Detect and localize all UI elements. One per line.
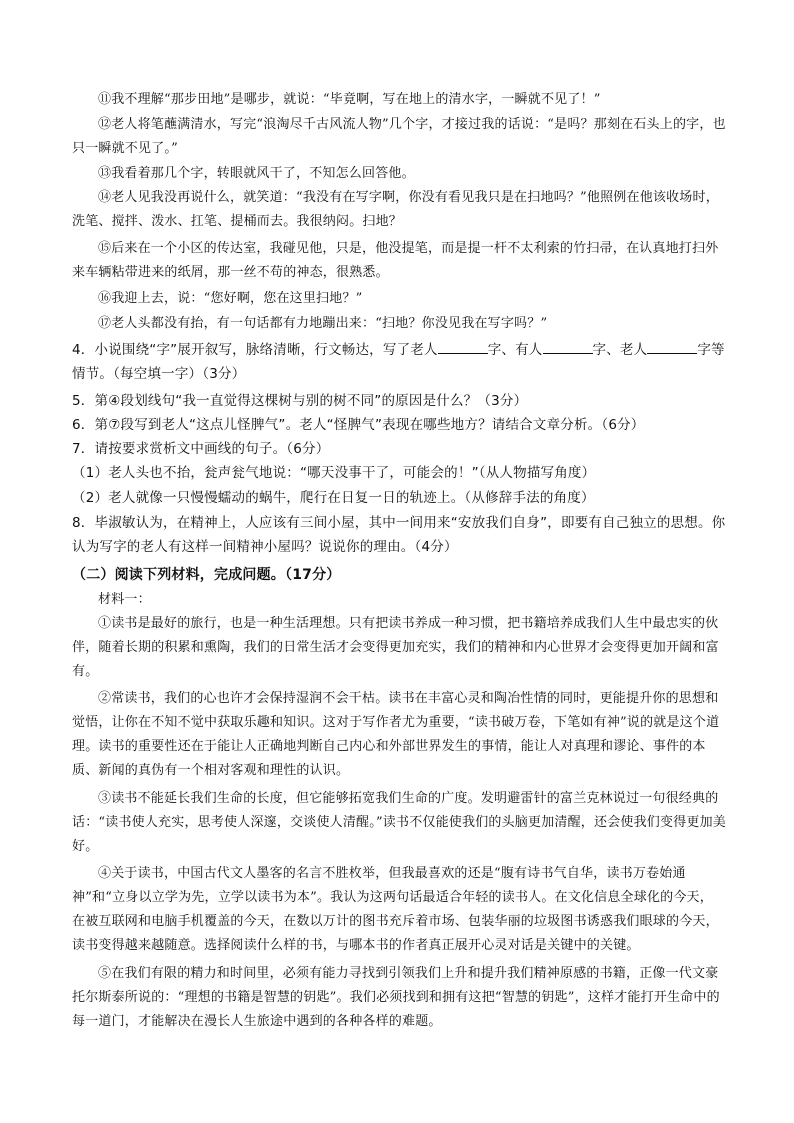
question-4-text-a: 4．小说围绕“字”展开叙写，脉络清晰，行文畅达，写了老人	[72, 342, 438, 358]
question-7-2: （2）老人就像一只慢慢蠕动的蜗牛，爬行在日复一日的轨迹上。（从修辞手法的角度）	[72, 490, 595, 506]
question-4-text-d: 字等情节。（每空填一字）（3分）	[72, 342, 725, 382]
material-paragraph-2: ②常读书，我们的心也许才会保持湿润不会干枯。读书在丰富心灵和陶冶性情的同时，更能提升你的思想和觉悟，让你在不知不觉中获取乐趣和知识。这对于写作者尤为重要，“读书破万卷，下笔如有神”说的就是这个道理。读书的重要性还在于能让人正确地判断自己内心和外部世界发生的事情，能让人对真理和谬论、事件的本质、新闻的真伪有一个相对客观和理性的认识。	[72, 691, 720, 778]
material-label: 材料一：	[98, 592, 151, 607]
question-7-1: （1）老人头也不抬，瓮声瓮气地说：“哪天没事干了，可能会的！”（从人物描写角度）	[72, 465, 596, 481]
story-paragraph-14: ⑭老人见我没再说什么，就笑道：“我没有在写字啊，你没有看见我只是在扫地吗？”他照例在他该收场时，洗笔、搅拌、泼水、扛笔、提桶而去。我很纳闷。扫地？	[72, 190, 719, 229]
story-paragraph-12: ⑫老人将笔蘸满清水，写完“浪淘尽千古风流人物”几个字，才接过我的话说：“是吗？那刻在石头上的字，也只一瞬就不见了。”	[72, 117, 726, 156]
material-paragraph-3: ③读书不能延长我们生命的长度，但它能够拓宽我们生命的广度。发明避雷针的富兰克林说过一句很经典的话：“读书使人充实，思考使人深邃，交谈使人清醒。”读书不仅能使我们的头脑更加清醒，还会使我们变得更加美好。	[72, 791, 726, 854]
story-paragraph-11: ⑪我不理解“那步田地”是哪步，就说：“毕竟啊，写在地上的清水字，一瞬就不见了！”	[98, 92, 601, 107]
question-4-text-c: 字、老人	[592, 342, 648, 358]
question-6: 6．第⑦段写到老人“这点儿怪脾气”。老人“怪脾气”表现在哪些地方？请结合文章分析。（6分）	[72, 417, 645, 433]
question-8: 8．毕淑敏认为，在精神上，人应该有三间小屋，其中一间用来“安放我们自身”，即要有自己独立的思想。你认为写字的老人有这样一间精神小屋吗？说说你的理由。（4分）	[72, 515, 726, 555]
answer-blank-2[interactable]	[543, 339, 593, 354]
story-paragraph-17: ⑰老人头都没有抬，有一句话都有力地蹦出来：“扫地？你没见我在写字吗？”	[98, 316, 548, 331]
question-4	[72, 338, 726, 386]
question-7: 7．请按要求赏析文中画线的句子。（6分）	[72, 441, 330, 457]
material-paragraph-1: ①读书是最好的旅行，也是一种生活理想。只有把读书养成一种习惯，把书籍培养成我们人生中最忠实的伙伴，随着长期的积累和熏陶，我们的日常生活才会变得更加充实，我们的精神和内心世界才会变得更加开阔和富有。	[72, 616, 719, 679]
answer-blank-3[interactable]	[647, 339, 697, 354]
story-paragraph-15: ⑮后来在一个小区的传达室，我碰见他，只是，他没提笔，而是提一杆不太利索的竹扫帚，在认真地打扫外来车辆粘带进来的纸屑，那一丝不苟的神态，很熟悉。	[72, 241, 719, 280]
story-paragraph-16: ⑯我迎上去，说：“您好啊，您在这里扫地？”	[98, 291, 363, 306]
question-4-text-b: 字、有人	[487, 342, 543, 358]
material-paragraph-5: ⑤在我们有限的精力和时间里，必须有能力寻找到引领我们上升和提升我们精神原感的书籍，正像一代文豪托尔斯泰所说的：“理想的书籍是智慧的钥匙”。我们必须找到和拥有这把“智慧的钥匙”，这样才能打开生命中的每一道门，才能解决在漫长人生旅途中遇到的各种各样的难题。	[72, 966, 720, 1029]
answer-blank-1[interactable]	[438, 339, 488, 354]
section-heading: （二）阅读下列材料，完成问题。（17分）	[72, 567, 341, 583]
question-5: 5．第④段划线句“我一直觉得这棵树与别的树不同”的原因是什么？（3分）	[72, 393, 528, 409]
story-paragraph-13: ⑬我看着那几个字，转眼就风干了，不知怎么回答他。	[98, 166, 415, 181]
material-paragraph-4: ④关于读书，中国古代文人墨客的名言不胜枚举，但我最喜欢的还是“腹有诗书气自华，读书万卷始通神”和“立身以立学为先，立学以读书为本”。我认为这两句话最适合年轻的读书人。在文化信息全球化的今天，在被互联网和电脑手机覆盖的今天，在数以万计的图书充斥着市场、包装华丽的垃圾图书诱惑我们眼球的今天，读书变得越来越随意。选择阅读什么样的书，与哪本书的作者真正展开心灵对话是关键中的关键。	[72, 866, 719, 953]
